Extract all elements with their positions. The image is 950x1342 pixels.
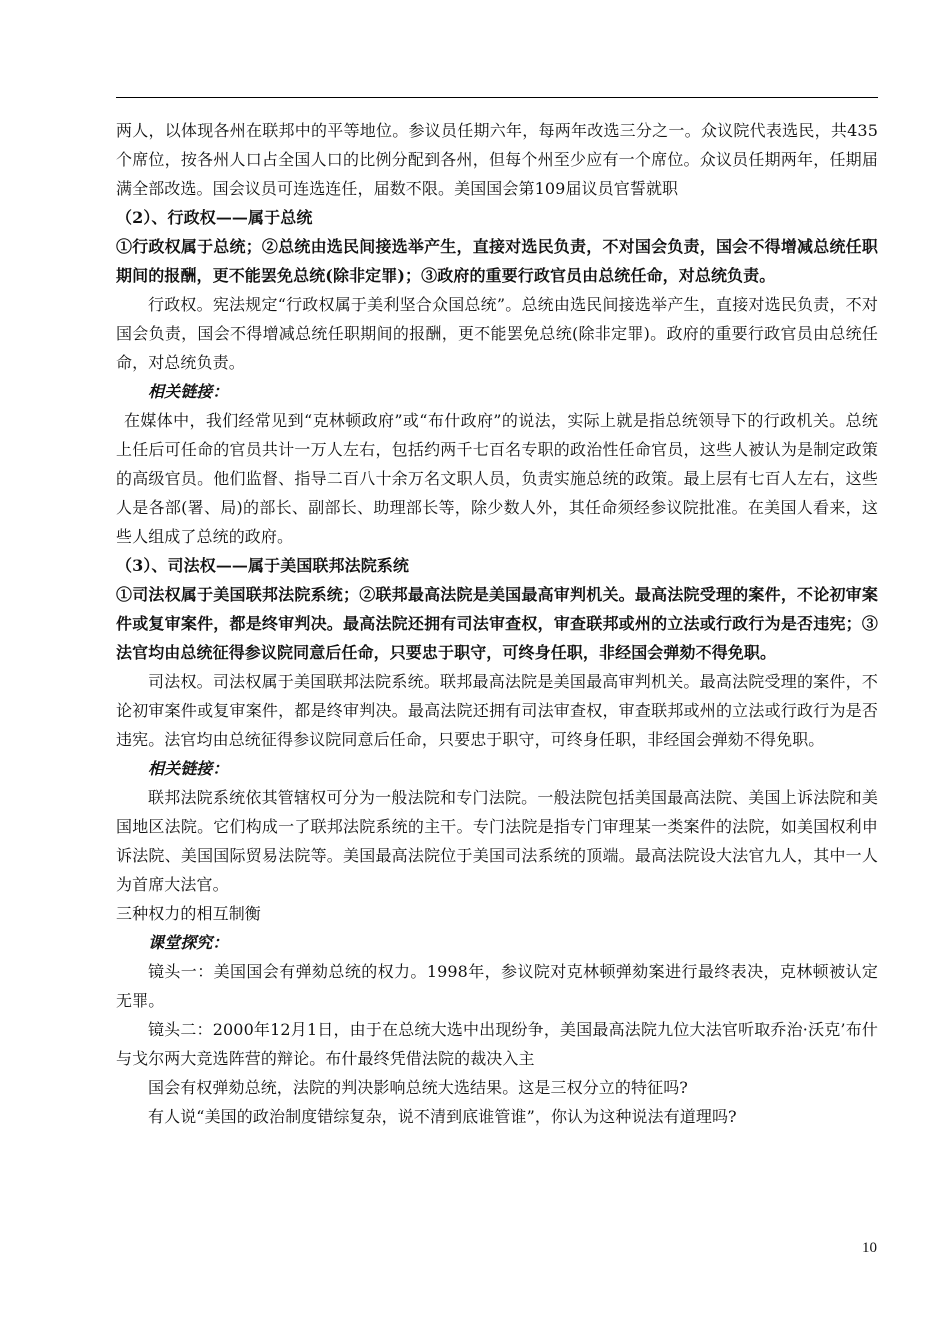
paragraph-senate-house: 两人，以体现各州在联邦中的平等地位。参议员任期六年，每两年改选三分之一。众议院代表选民，共435个席位，按各州人口占全国人口的比例分配到各州，但每个州至少应有一个席位。众议员任期两年，任期届满全部改选。国会议员可连选连任，届数不限。美国国会第109届议员官誓就职 <box>116 121 878 198</box>
page-number: 10 <box>862 1240 877 1256</box>
heading-judicial-power: （3）、司法权——属于美国联邦法院系统 <box>116 556 410 575</box>
paragraph-executive-power: 行政权。宪法规定“行政权属于美利坚合众国总统”。总统由选民间接选举产生，直接对选民负责，不对国会负责，国会不得增减总统任职期间的报酬，更不能罢免总统(除非定罪)。政府的重要行政官员由总统任命，对总统负责。 <box>116 295 878 372</box>
document-body <box>116 116 878 1131</box>
scene-two: 镜头二：2000年12月1日，由于在总统大选中出现纷争，美国最高法院九位大法官听取乔治·沃克’布什与戈尔两大竞选阵营的辩论。布什最终凭借法院的裁决入主 <box>116 1020 878 1068</box>
judicial-key-points: ①司法权属于美国联邦法院系统；②联邦最高法院是美国最高审判机关。最高法院受理的案件，不论初审案件或复审案件，都是终审判决。最高法院还拥有司法审查权，审查联邦或州的立法或行政行为是否违宪；③法官均由总统征得参议院同意后任命，只要忠于职守，可终身任职，非经国会弹劾不得免职。 <box>116 585 878 662</box>
paragraph-federal-courts: 联邦法院系统依其管辖权可分为一般法院和专门法院。一般法院包括美国最高法院、美国上诉法院和美国地区法院。它们构成一了联邦法院系统的主干。专门法院是指专门审理某一类案件的法院，如美国权利申诉法院、美国国际贸易法院等。美国最高法院位于美国司法系统的顶端。最高法院设大法官九人，其中一人为首席大法官。 <box>116 788 878 894</box>
heading-executive-power: （2）、行政权——属于总统 <box>116 208 313 227</box>
related-link-title-2: 相关链接： <box>148 759 229 778</box>
scene-one: 镜头一：美国国会有弹劾总统的权力。1998年，参议院对克林顿弹劾案进行最终表决，克林顿被认定无罪。 <box>116 962 878 1010</box>
question-two: 有人说“美国的政治制度错综复杂，说不清到底谁管谁”，你认为这种说法有道理吗? <box>148 1107 737 1126</box>
classroom-inquiry-title: 课堂探究： <box>148 933 229 952</box>
paragraph-judicial-power: 司法权。司法权属于美国联邦法院系统。联邦最高法院是美国最高审判机关。最高法院受理的案件，不论初审案件或复审案件，都是终审判决。最高法院还拥有司法审查权，审查联邦或州的立法或行政行为是否违宪。法官均由总统征得参议院同意后任命，只要忠于职守，可终身任职，非经国会弹劾不得免职。 <box>116 672 878 749</box>
executive-key-points: ①行政权属于总统；②总统由选民间接选举产生，直接对选民负责，不对国会负责，国会不得增减总统任职期间的报酬，更不能罢免总统(除非定罪)；③政府的重要行政官员由总统任命，对总统负责。 <box>116 237 878 285</box>
heading-checks-balances: 三种权力的相互制衡 <box>116 904 261 923</box>
question-one: 国会有权弹劾总统，法院的判决影响总统大选结果。这是三权分立的特征吗? <box>148 1078 688 1097</box>
paragraph-administration: 在媒体中，我们经常见到“克林顿政府”或“布什政府”的说法，实际上就是指总统领导下的行政机关。总统上任后可任命的官员共计一万人左右，包括约两千七百名专职的政治性任命官员，这些人被认为是制定政策的高级官员。他们监督、指导二百八十余万名文职人员，负责实施总统的政策。最上层有七百人左右，这些人是各部(署、局)的部长、副部长、助理部长等，除少数人外，其任命须经参议院批准。在美国人看来，这些人组成了总统的政府。 <box>116 411 878 546</box>
header-rule <box>116 97 878 98</box>
related-link-title-1: 相关链接： <box>148 382 229 401</box>
